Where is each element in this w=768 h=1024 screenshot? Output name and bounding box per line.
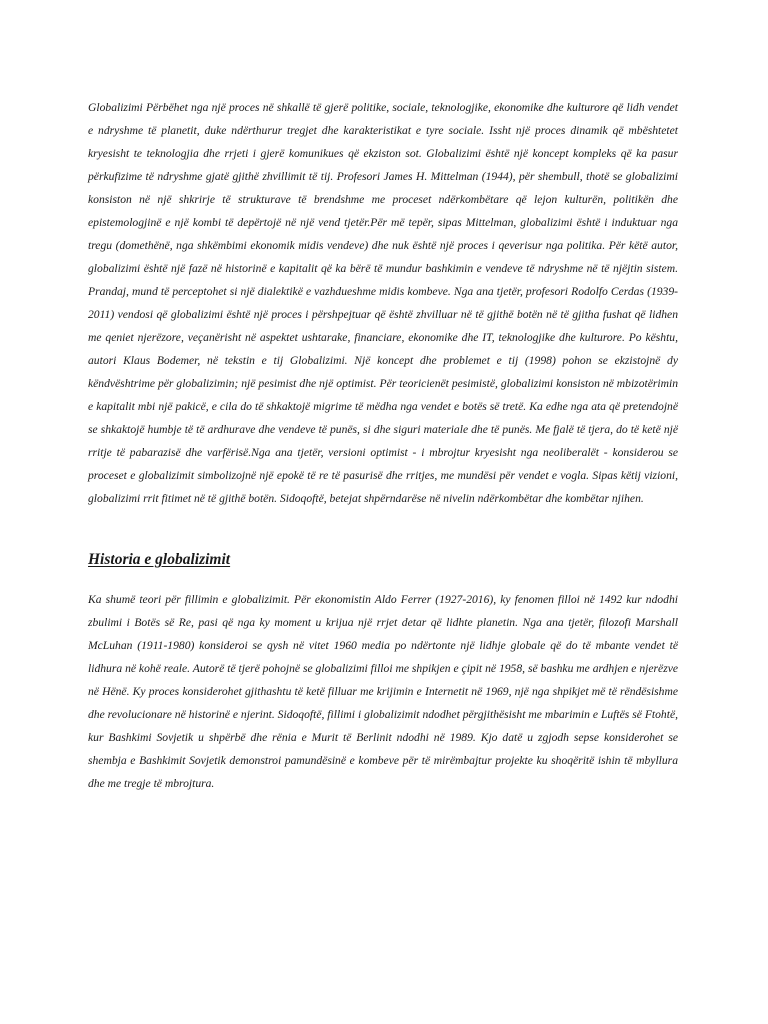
paragraph-intro: Globalizimi Përbëhet nga një proces në shkallë të gjerë politike, sociale, teknologjike, ekonomike dhe kulturore që lidh vendet e ndryshme të planetit, duke ndërthurur tregjet dhe karakteristikat e tyre sociale. Issht një proces dinamik që mbështetet kryesisht te teknologjia dhe rrjeti i gjerë komunikues që ekziston sot. Globalizimi është një koncept kompleks që ka pasur përkufizime të ndryshme gjatë gjithë zhvillimit të tij. Profesori James H. Mittelman (1944), për shembull, thotë se globalizimi konsiston në një shkrirje të strukturave të brendshme me proceset ndërkombëtare që lejon kulturën, politikën dhe epistemologjinë e një kombi të depërtojë në një vend tjetër.Për më tepër, sipas Mittelman, globalizimi është i induktuar nga tregu (domethënë, nga shkëmbimi ekonomik midis vendeve) dhe nuk është një proces i qeverisur nga politika. Për këtë autor, globalizimi është një fazë në historinë e kapitalit që ka bërë të mundur bashkimin e vendeve të ndryshme në të njëjtin sistem. Prandaj, mund të perceptohet si një dialektikë e vazhdueshme midis kombeve. Nga ana tjetër, profesori Rodolfo Cerdas (1939-2011) vendosi që globalizimi është një proces i përshpejtuar që është zhvilluar në të gjithë botën në të gjitha fushat që lidhen me qeniet njerëzore, veçanërisht në aspektet ushtarake, financiare, ekonomike dhe IT, teknologjike dhe kulturore. Po kështu, autori Klaus Bodemer, në tekstin e tij Globalizimi. Një koncept dhe problemet e tij (1998) pohon se ekzistojnë dy këndvështrime për globalizimin; një pesimist dhe një optimist. Për teoricienët pesimistë, globalizimi konsiston në mbizotërimin e kapitalit mbi një pakicë, e cila do të shkaktojë migrime të mëdha nga vendet e botës së tretë. Ka edhe nga ata që pretendojnë se shkaktojë humbje të të ardhurave dhe vendeve të punës, si dhe siguri materiale dhe të punës. Me fjalë të tjera, do të ketë një rritje të pabarazisë dhe varfërisë.Nga ana tjetër, versioni optimist - i mbrojtur kryesisht nga neoliberalët - konsiderou se proceset e globalizimit simbolizojnë një epokë të re të pasurisë dhe rritjes, me mundësi për vendet e vogla. Sipas këtij vizioni, globalizimi rrit fitimet në të gjithë botën. Sidoqoftë, betejat shpërndarëse në nivelin ndërkombëtar dhe kombëtar njihen. bbox=[88, 101, 678, 505]
paragraph-history: Ka shumë teori për fillimin e globalizimit. Për ekonomistin Aldo Ferrer (1927-2016), ky fenomen filloi në 1492 kur ndodhi zbulimi i Botës së Re, pasi që nga ky moment u krijua një rrjet detar që lidhte planetin. Nga ana tjetër, filozofi Marshall McLuhan (1911-1980) konsideroi se qysh në vitet 1960 media po ndërtonte një lidhje globale që do të mbante vendet të lidhura në kohë reale. Autorë të tjerë pohojnë se globalizimi filloi me shpikjen e çipit në 1958, së bashku me ardhjen e njerëzve në Hënë. Ky proces konsiderohet gjithashtu të ketë filluar me krijimin e Internetit në 1969, një nga shpikjet më të rëndësishme dhe revolucionare në historinë e njerint. Sidoqoftë, fillimi i globalizimit ndodhet përgjithësisht me mbarimin e Luftës së Ftohtë, kur Bashkimi Sovjetik u shpërbë dhe rënia e Murit të Berlinit ndodhi në 1989. Kjo datë u zgjodh sepse konsiderohet se shembja e Bashkimit Sovjetik demonstroi pamundësinë e kombeve për të mirëmbajtur projekte ku shoqëritë ishin të mbyllura dhe me tregje të mbrojtura. bbox=[88, 593, 678, 790]
section-heading: Historia e globalizimit bbox=[88, 551, 231, 568]
document-page bbox=[88, 96, 678, 795]
